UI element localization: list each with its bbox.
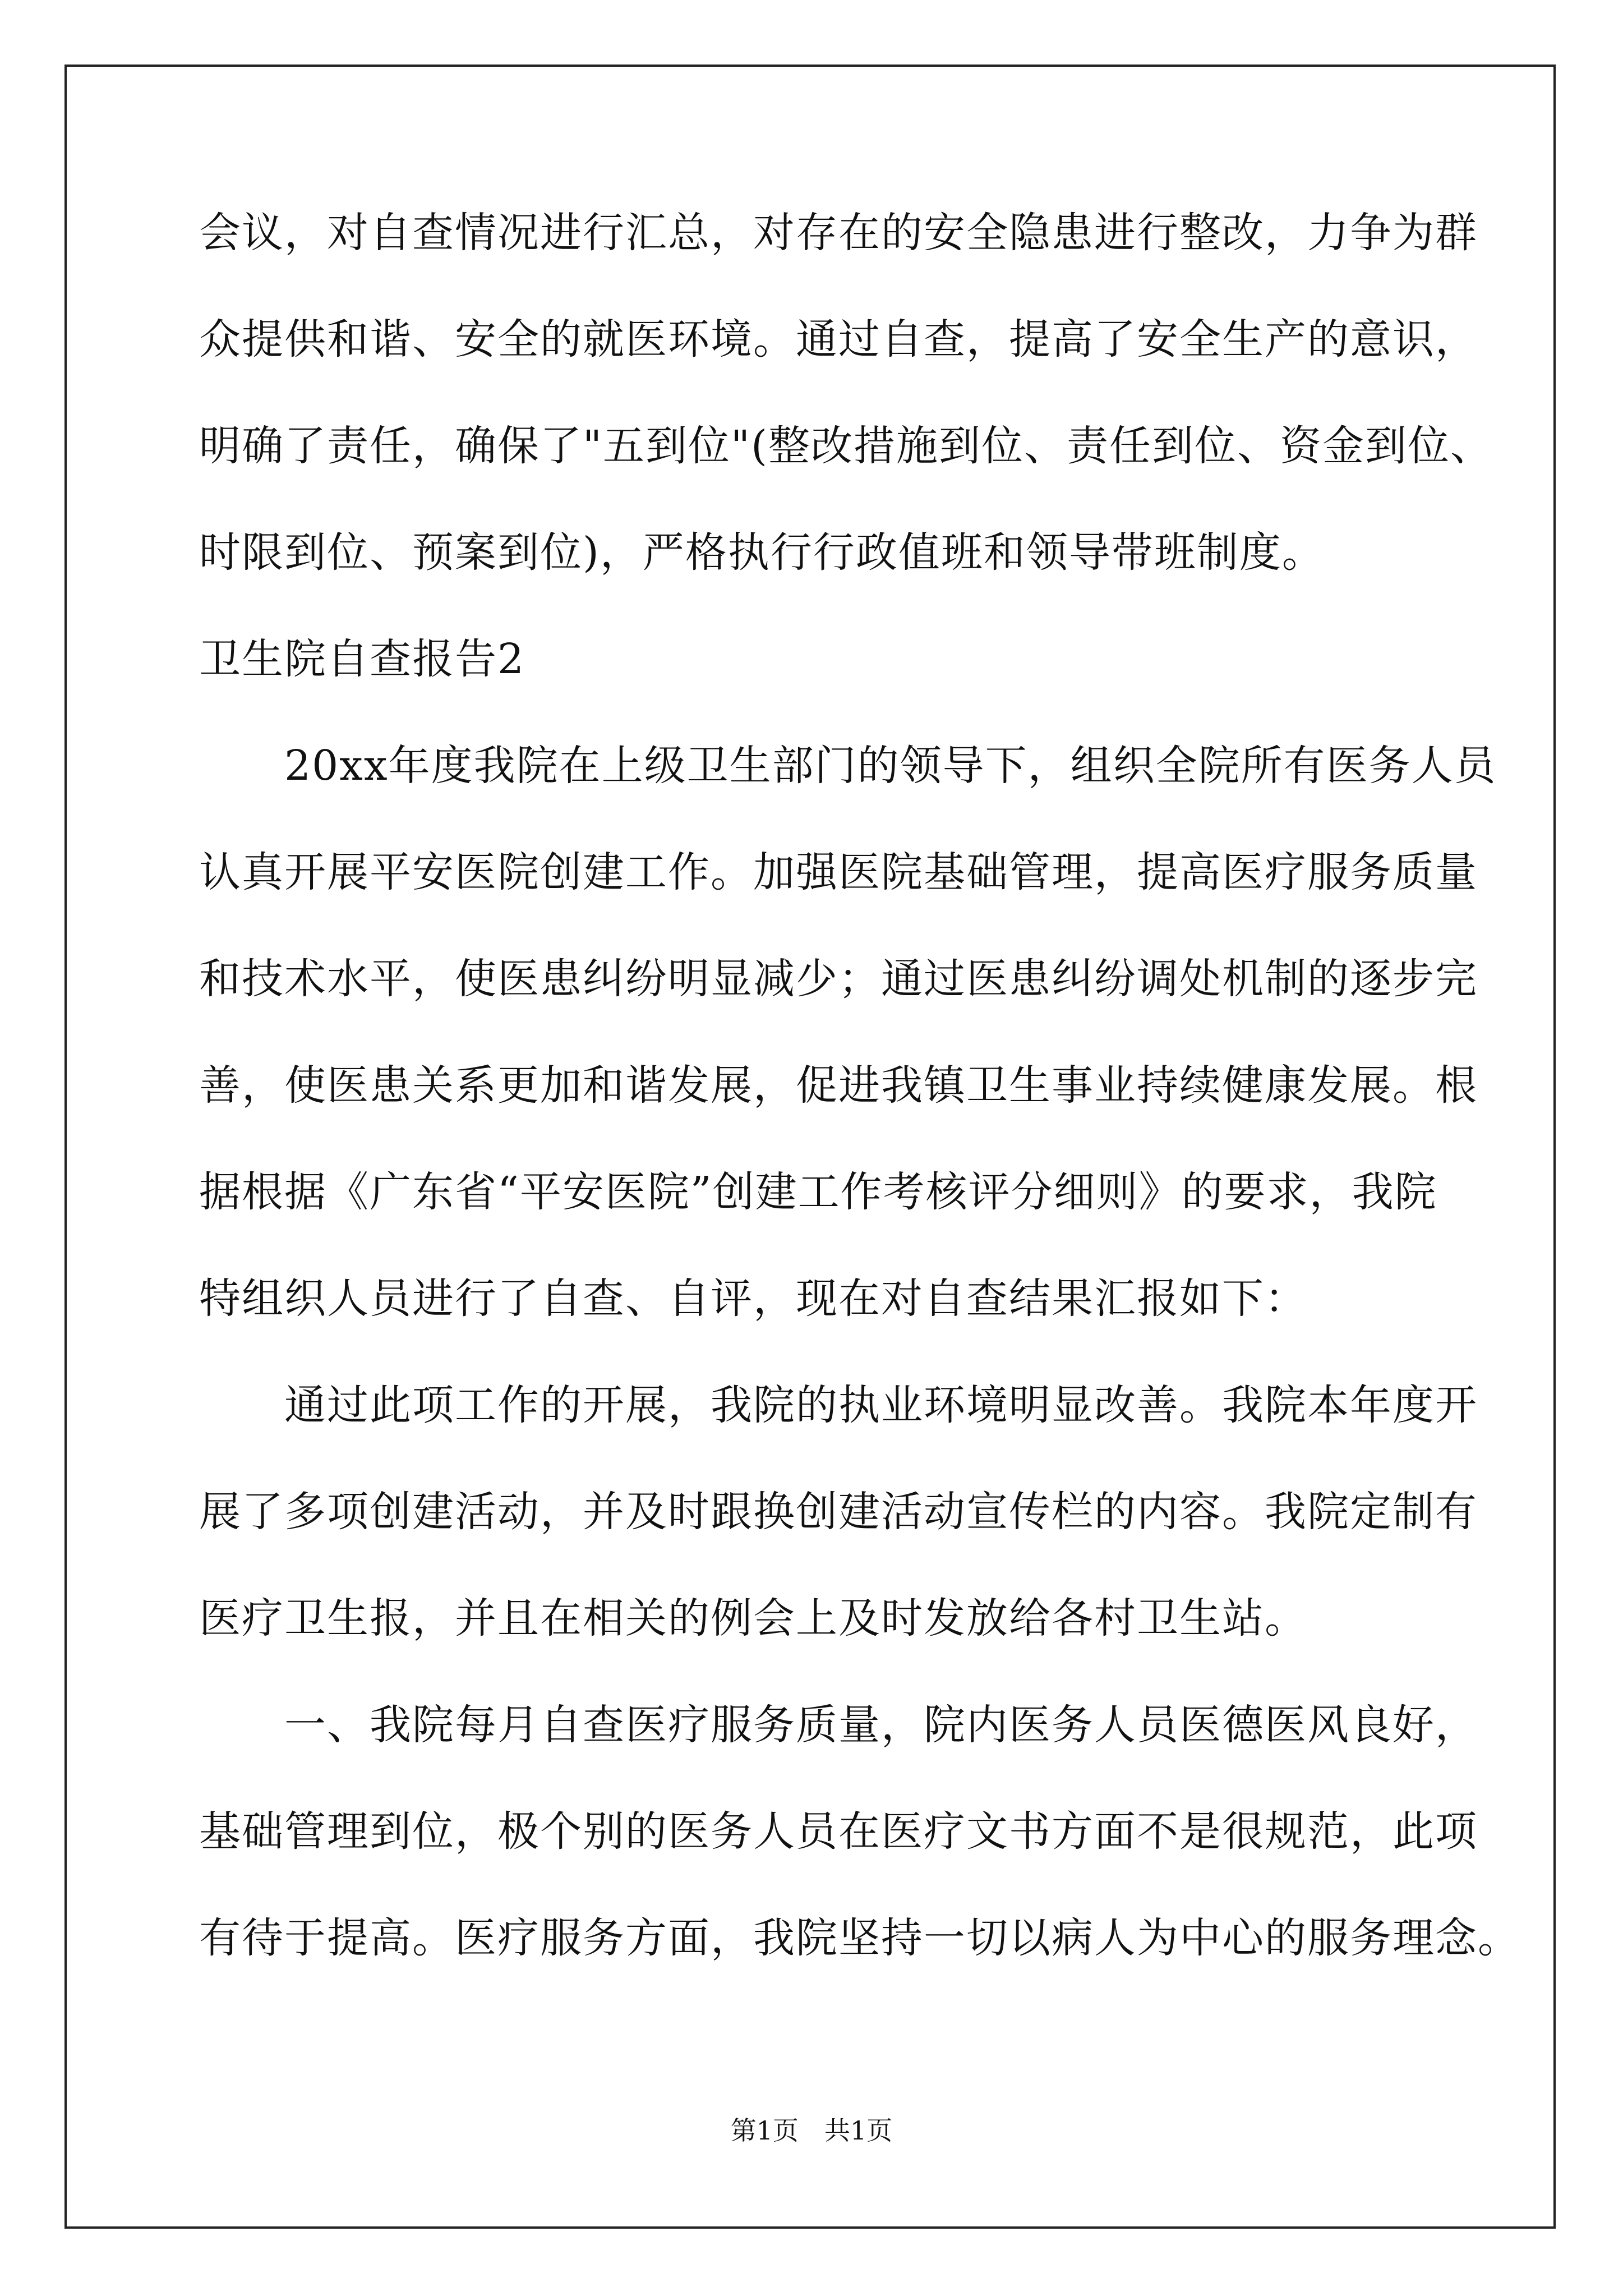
page-border — [64, 65, 1556, 2229]
body-line: 据根据《广东省“平安医院”创建工作考核评分细则》的要求，我院 — [199, 1168, 1437, 1216]
body-line: 20xx年度我院在上级卫生部门的领导下，组织全院所有医务人员 — [199, 742, 1497, 790]
body-line: 善，使医患关系更加和谐发展，促进我镇卫生事业持续健康发展。根 — [199, 1061, 1478, 1110]
body-line: 时限到位、预案到位)，严格执行行政值班和领导带班制度。 — [199, 528, 1325, 577]
body-line: 展了多项创建活动，并及时跟换创建活动宣传栏的内容。我院定制有 — [199, 1488, 1478, 1536]
body-line: 一、我院每月自查医疗服务质量，院内医务人员医德医风良好， — [199, 1701, 1478, 1749]
body-line: 众提供和谐、安全的就医环境。通过自查，提高了安全生产的意识， — [199, 315, 1478, 364]
body-line: 医疗卫生报，并且在相关的例会上及时发放给各村卫生站。 — [199, 1594, 1307, 1642]
body-line: 和技术水平，使医患纠纷明显减少；通过医患纠纷调处机制的逐步完 — [199, 955, 1478, 1003]
body-line: 认真开展平安医院创建工作。加强医院基础管理，提高医疗服务质量 — [199, 848, 1478, 896]
body-line: 通过此项工作的开展，我院的执业环境明显改善。我院本年度开 — [199, 1381, 1478, 1429]
body-line: 特组织人员进行了自查、自评，现在对自查结果汇报如下： — [199, 1274, 1307, 1323]
body-line: 明确了责任，确保了"五到位"(整改措施到位、责任到位、资金到位、 — [199, 422, 1493, 470]
body-line: 有待于提高。医疗服务方面，我院坚持一切以病人为中心的服务理念。 — [199, 1914, 1520, 1962]
page-number: 第1页 共1页 — [730, 2115, 893, 2146]
section-heading: 卫生院自查报告2 — [199, 635, 525, 683]
body-line: 会议，对自查情况进行汇总，对存在的安全隐患进行整改，力争为群 — [199, 209, 1478, 257]
body-line: 基础管理到位，极个别的医务人员在医疗文书方面不是很规范，此项 — [199, 1807, 1478, 1856]
